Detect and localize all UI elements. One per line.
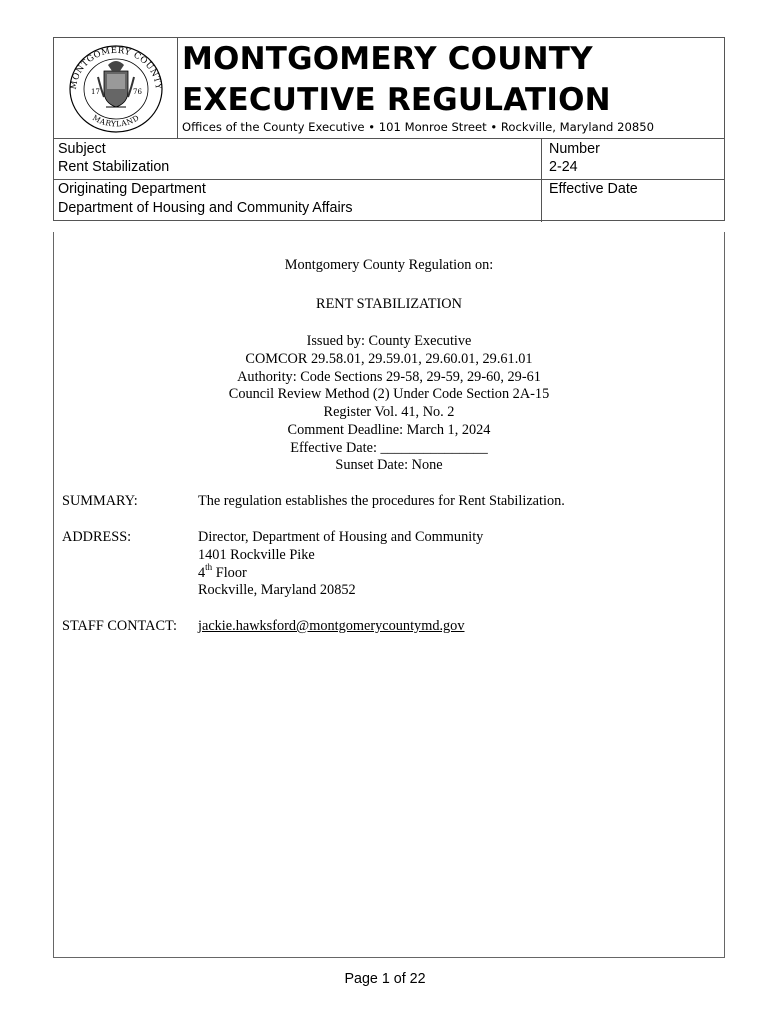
effective-date-line: Effective Date: _______________	[290, 440, 488, 456]
seal-year-left: 17	[91, 88, 100, 96]
seal-year-right: 76	[133, 88, 142, 96]
staff-contact-email-link[interactable]: jackie.hawksford@montgomerycountymd.gov	[198, 618, 465, 634]
divider	[541, 138, 542, 222]
comment-deadline: Comment Deadline: March 1, 2024	[287, 422, 491, 438]
title-line-1: MONTGOMERY COUNTY	[182, 41, 593, 77]
sunset-date: Sunset Date: None	[335, 457, 443, 473]
seal-crest-icon	[98, 61, 134, 107]
council-review-method: Council Review Method (2) Under Code Section 2A-15	[228, 386, 550, 402]
address-floor-suffix: th	[205, 562, 213, 573]
authority: Authority: Code Sections 29-58, 29-59, 29-60, 29-61	[237, 369, 541, 385]
summary-text: The regulation establishes the procedures for Rent Stabilization.	[198, 493, 565, 509]
divider	[54, 138, 724, 139]
seal-cell	[54, 38, 178, 138]
number-value: 2-24	[549, 159, 578, 175]
address-line-2: 1401 Rockville Pike	[198, 547, 315, 563]
register-volume: Register Vol. 41, No. 2	[323, 404, 455, 420]
address-floor-number: 4	[198, 565, 206, 581]
address-label: ADDRESS:	[62, 529, 132, 545]
number-label: Number	[549, 141, 600, 157]
effective-date-label: Effective Date	[549, 181, 638, 197]
comcor: COMCOR 29.58.01, 29.59.01, 29.60.01, 29.61.01	[245, 351, 533, 367]
county-seal-logo	[64, 41, 168, 135]
svg-text:MARYLAND	[91, 113, 141, 128]
address-floor	[198, 564, 247, 582]
address-line-1: Director, Department of Housing and Community	[198, 529, 484, 545]
regulation-on-heading: Montgomery County Regulation on:	[284, 257, 494, 273]
offices-address: Offices of the County Executive • 101 Monroe Street • Rockville, Maryland 20850	[182, 120, 654, 134]
address-floor-word: Floor	[212, 565, 247, 581]
subject-value: Rent Stabilization	[58, 159, 170, 175]
title-line-2: EXECUTIVE REGULATION	[182, 82, 611, 118]
staff-contact-label: STAFF CONTACT:	[62, 618, 177, 634]
header-box	[53, 37, 725, 221]
originating-department-value: Department of Housing and Community Affairs	[58, 200, 353, 216]
seal-bottom-text: MARYLAND	[91, 113, 141, 129]
issued-by: Issued by: County Executive	[306, 333, 472, 349]
address-line-4: Rockville, Maryland 20852	[198, 582, 356, 598]
page-number: Page 1 of 22	[344, 971, 426, 987]
subject-label: Subject	[58, 141, 106, 157]
seal-top-text: MONTGOMERY COUNTY	[68, 45, 164, 91]
regulation-title: RENT STABILIZATION	[316, 296, 462, 312]
originating-department-label: Originating Department	[58, 181, 206, 197]
title-cell	[182, 38, 722, 138]
summary-label: SUMMARY:	[62, 493, 138, 509]
